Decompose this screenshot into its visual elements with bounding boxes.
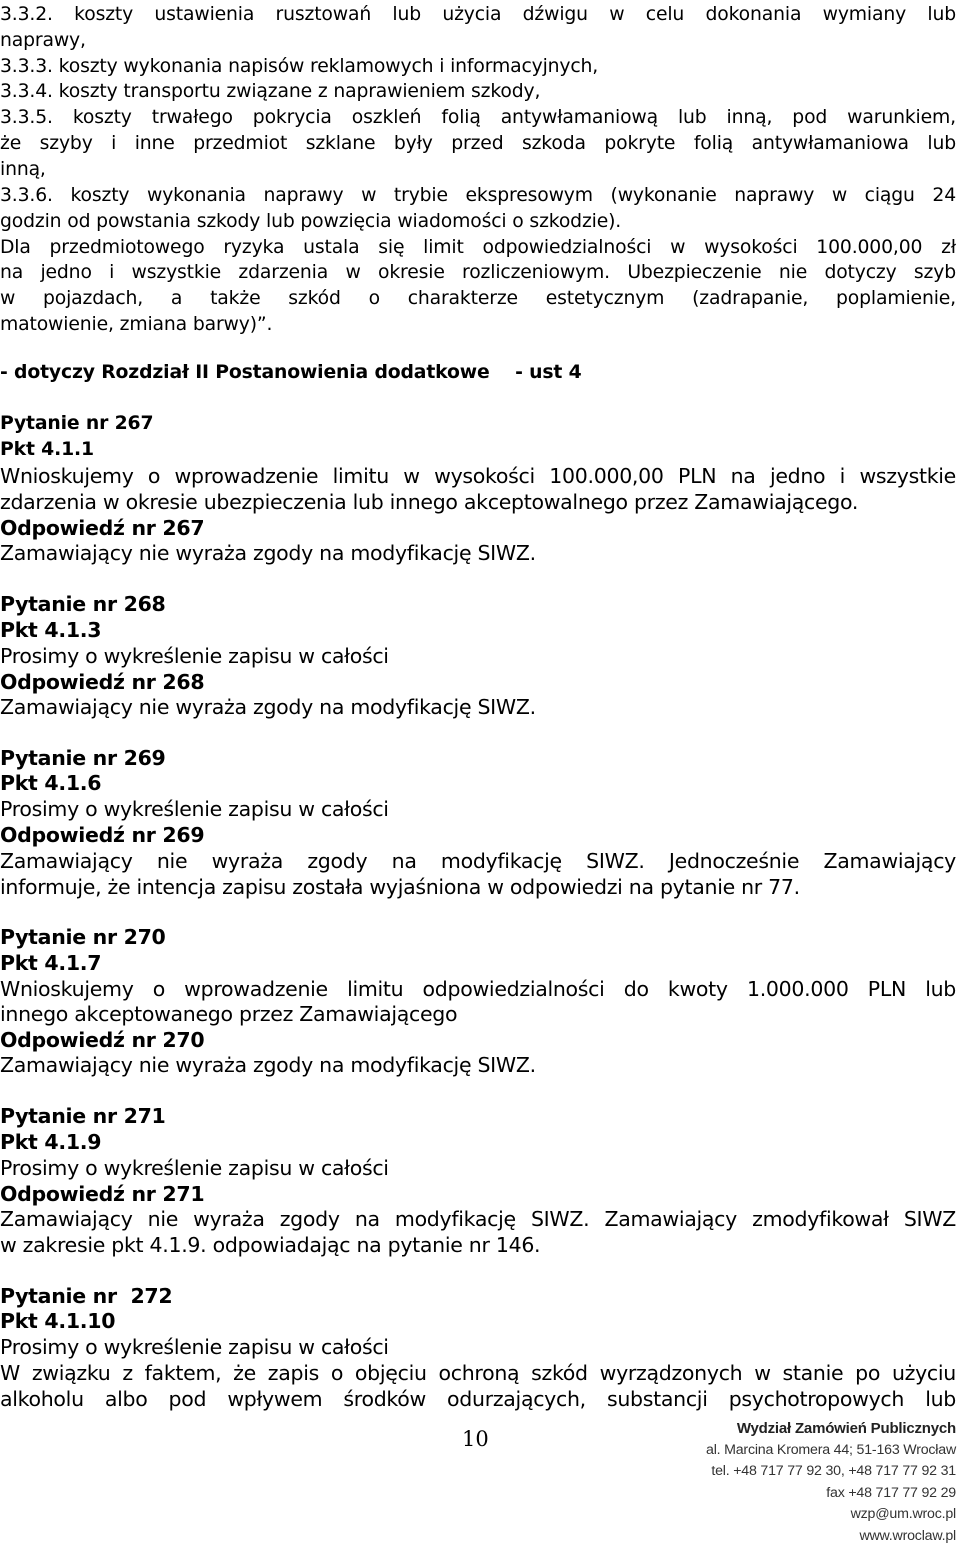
text-line: Dla przedmiotowego ryzyka ustala się limit odpowiedzialności w wysokości 100.000,00 zł [0,237,956,258]
answer-text: Zamawiający nie wyraża zgody na modyfikację SIWZ. [0,1053,536,1077]
answer-heading: Odpowiedź nr 271 [0,1182,205,1206]
answer-heading: Odpowiedź nr 270 [0,1028,205,1052]
footer-fax: fax +48 717 77 92 29 [826,1484,956,1501]
answer-text: Zamawiający nie wyraża zgody na modyfikację SIWZ. Zamawiający zmodyfikował SIWZ [0,1207,956,1231]
text-line: 3.3.2. koszty ustawienia rusztowań lub użycia dźwigu w celu dokonania wymiany lub [0,4,956,25]
text-line: że szyby i inne przedmiot szklane były przed szkoda pokryte folią antywłamaniowa lub [0,133,956,154]
point-heading: Pkt 4.1.9 [0,1130,102,1154]
footer-contact [706,1418,956,1548]
answer-text: Zamawiający nie wyraża zgody na modyfikację SIWZ. [0,695,536,719]
page-number: 10 [462,1427,489,1451]
question-text: zdarzenia w okresie ubezpieczenia lub innego akceptowalnego przez Zamawiającego. [0,490,859,514]
point-heading: Pkt 4.1.10 [0,1309,116,1333]
point-heading: Pkt 4.1.6 [0,771,102,795]
footer-website[interactable]: www.wroclaw.pl [859,1527,956,1544]
answer-text: Zamawiający nie wyraża zgody na modyfikację SIWZ. [0,541,536,565]
footer-phone: tel. +48 717 77 92 30, +48 717 77 92 31 [711,1463,956,1480]
question-heading: Pytanie nr 271 [0,1104,166,1128]
text-line: naprawy, [0,30,86,51]
footer-email[interactable]: wzp@um.wroc.pl [850,1506,956,1523]
question-text: W związku z faktem, że zapis o objęciu ochroną szkód wyrządzonych w stanie po użyciu [0,1361,956,1385]
question-text: Prosimy o wykreślenie zapisu w całości [0,1335,389,1359]
question-heading: Pytanie nr 270 [0,925,166,949]
text-line: inną, [0,159,46,180]
question-heading: Pytanie nr 272 [0,1284,173,1308]
answer-text: informuje, że intencja zapisu została wyjaśniona w odpowiedzi na pytanie nr 77. [0,875,800,899]
answer-heading: Odpowiedź nr 269 [0,823,205,847]
section-heading: - dotyczy Rozdział II Postanowienia dodatkowe - ust 4 [0,362,582,383]
text-line: 3.3.5. koszty trwałego pokrycia oszkleń folią antywłamaniową lub inną, pod warunkiem, [0,107,956,128]
answer-text: Zamawiający nie wyraża zgody na modyfikację SIWZ. Jednocześnie Zamawiający [0,849,956,873]
answer-text: w zakresie pkt 4.1.9. odpowiadając na pytanie nr 146. [0,1233,541,1257]
footer-office: Wydział Zamówień Publicznych [736,1420,956,1437]
point-heading: Pkt 4.1.3 [0,618,102,642]
question-text: innego akceptowanego przez Zamawiającego [0,1002,458,1026]
text-line: 3.3.3. koszty wykonania napisów reklamowych i informacyjnych, [0,56,599,77]
text-line: w pojazdach, a także szkód o charakterze estetycznym (zadrapanie, poplamienie, [0,288,956,309]
question-text: Prosimy o wykreślenie zapisu w całości [0,644,389,668]
question-text: Prosimy o wykreślenie zapisu w całości [0,797,389,821]
question-text: Wnioskujemy o wprowadzenie limitu odpowiedzialności do kwoty 1.000.000 PLN lub [0,977,956,1001]
text-line: 3.3.6. koszty wykonania naprawy w trybie ekspresowym (wykonanie naprawy w ciągu 24 [0,185,956,206]
text-line: godzin od powstania szkody lub powzięcia wiadomości o szkodzie). [0,211,622,232]
question-text: alkoholu albo pod wpływem środków odurzających, substancji psychotropowych lub [0,1387,956,1411]
footer-address: al. Marcina Kromera 44; 51-163 Wrocław [706,1441,956,1458]
question-text: Prosimy o wykreślenie zapisu w całości [0,1156,389,1180]
answer-heading: Odpowiedź nr 268 [0,670,205,694]
text-line: matowienie, zmiana barwy)”. [0,314,273,335]
text-line: 3.3.4. koszty transportu związane z naprawieniem szkody, [0,81,541,102]
point-heading: Pkt 4.1.1 [0,439,94,460]
question-heading: Pytanie nr 268 [0,592,166,616]
text-line: na jedno i wszystkie zdarzenia w okresie rozliczeniowym. Ubezpieczenie nie dotyczy szyb [0,262,956,283]
answer-heading: Odpowiedź nr 267 [0,516,205,540]
question-heading: Pytanie nr 269 [0,746,166,770]
point-heading: Pkt 4.1.7 [0,951,102,975]
question-text: Wnioskujemy o wprowadzenie limitu w wysokości 100.000,00 PLN na jedno i wszystkie [0,464,956,488]
question-heading: Pytanie nr 267 [0,413,154,434]
